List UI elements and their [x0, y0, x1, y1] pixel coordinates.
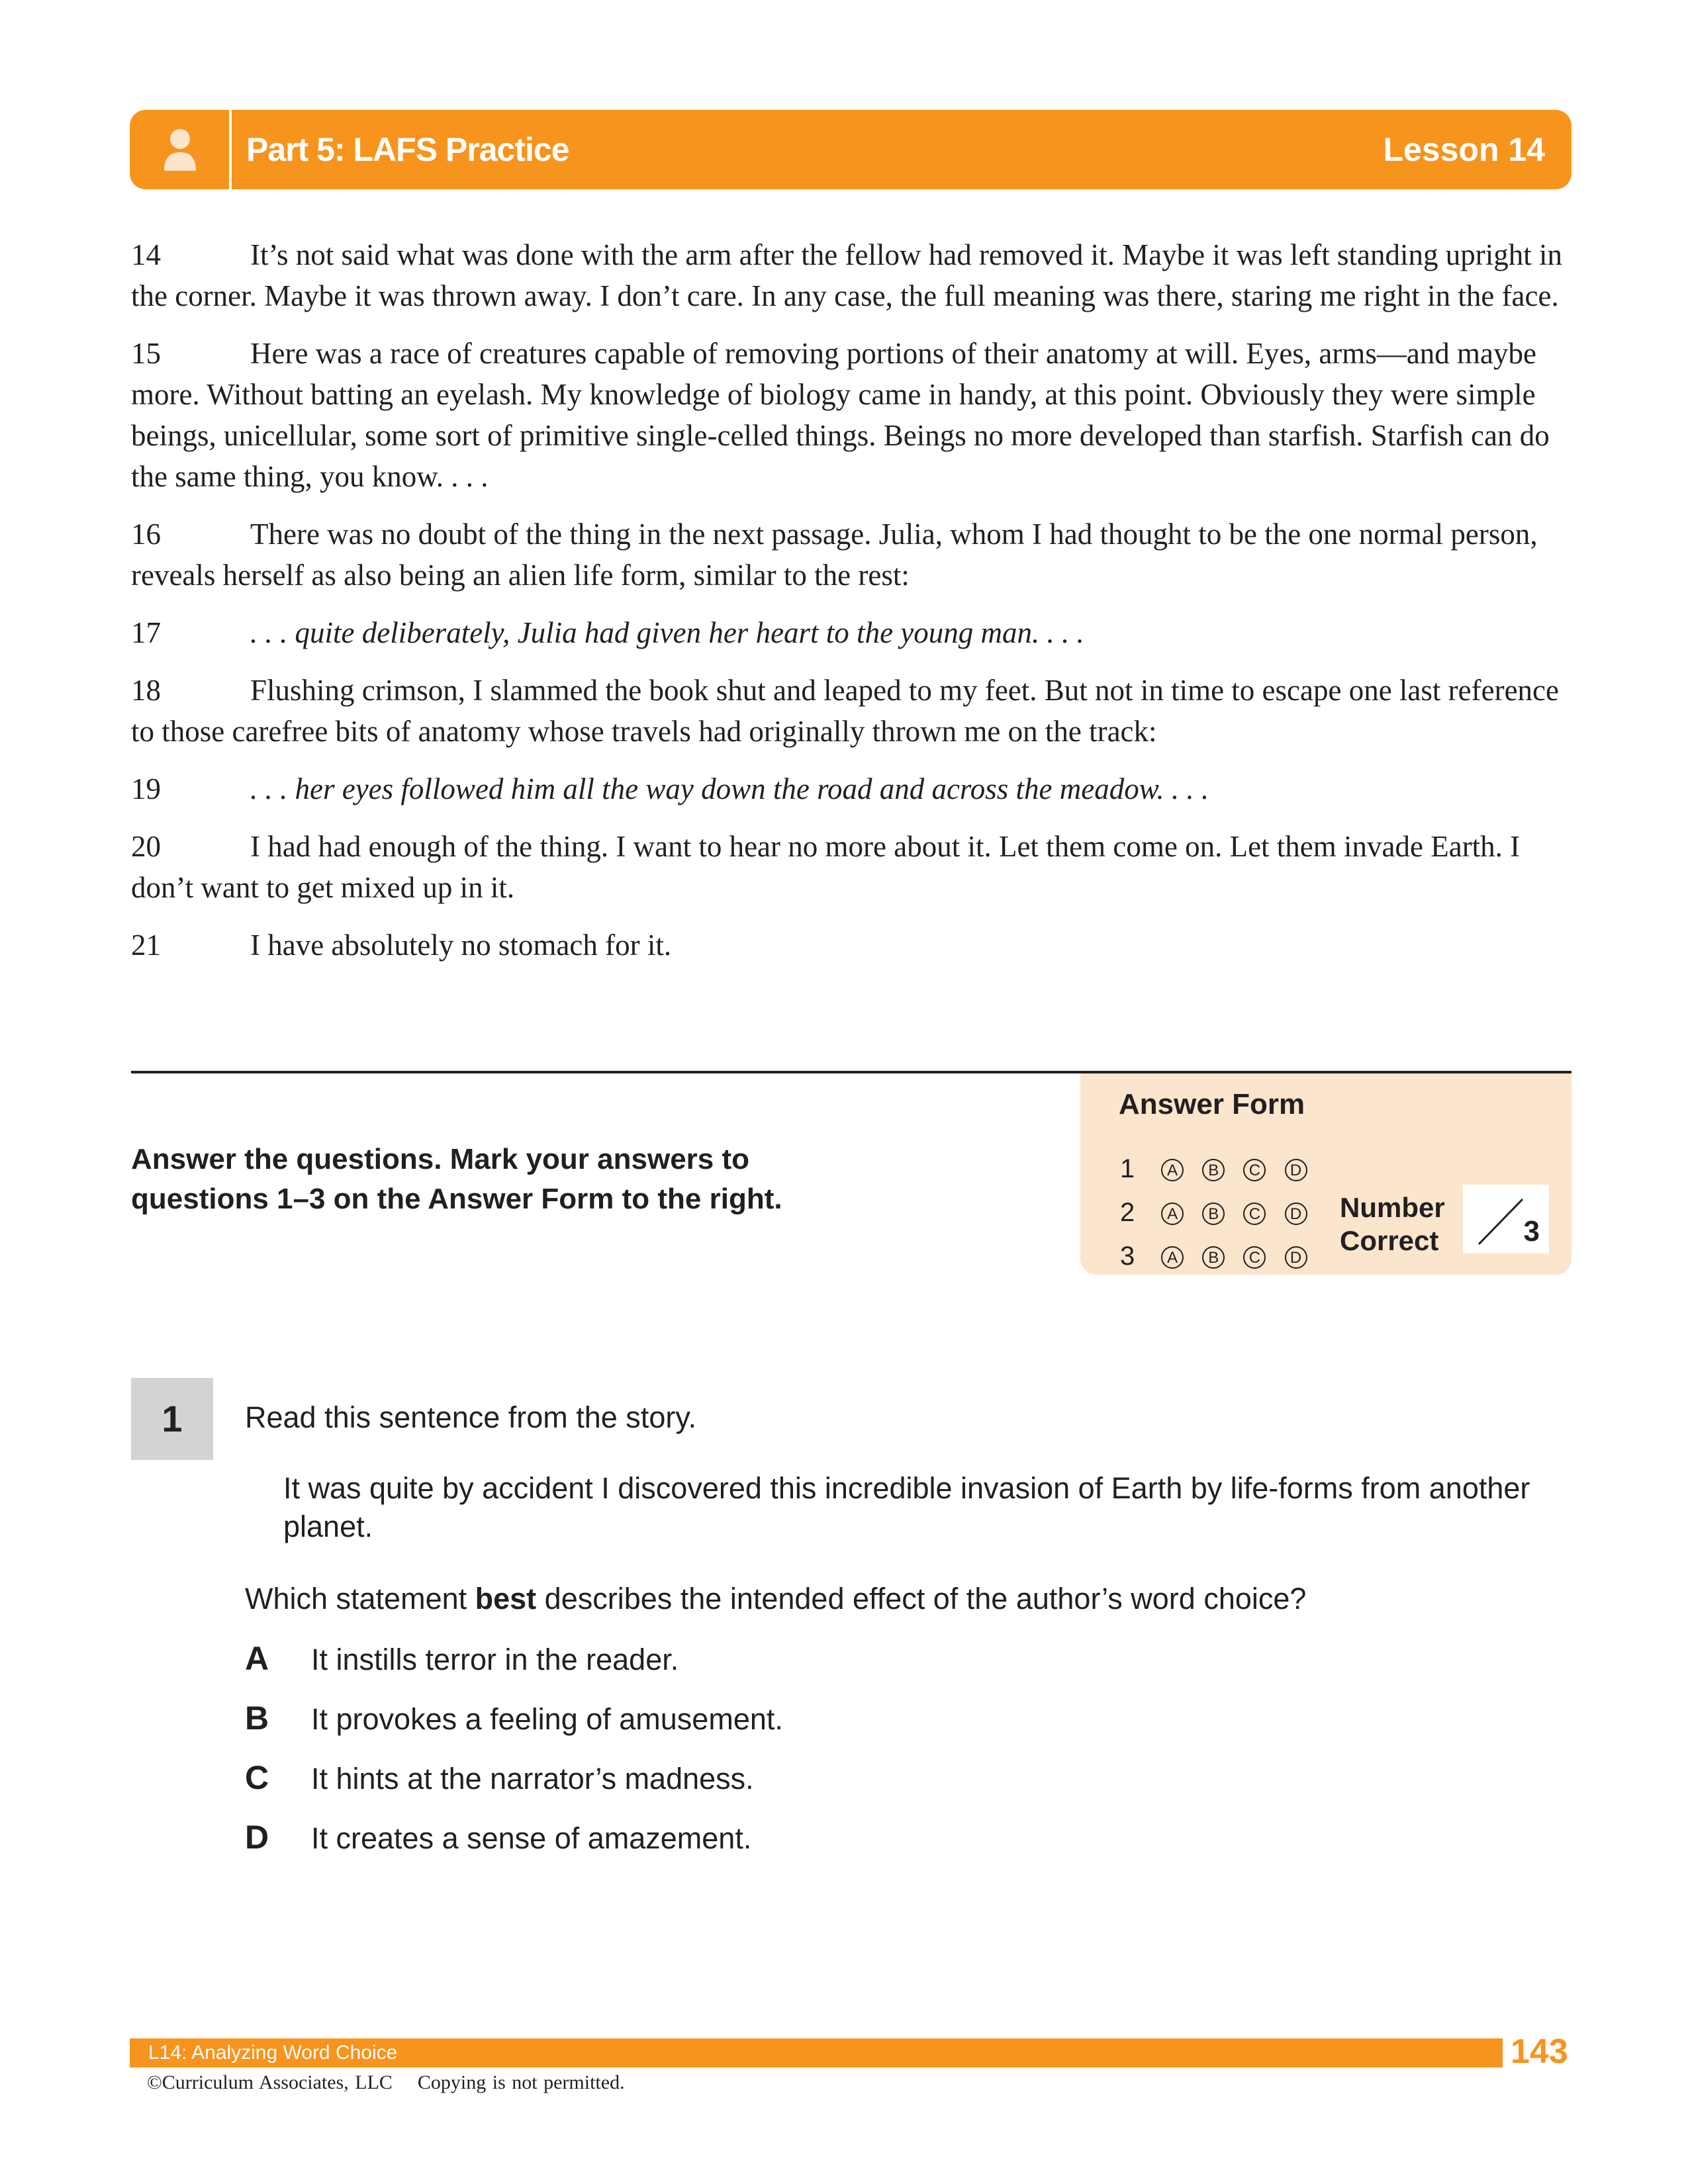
- paragraph-text: . . . her eyes followed him all the way down the road and across the meadow. . . .: [250, 772, 1209, 805]
- paragraph-number: 14: [131, 238, 161, 271]
- paragraph: [131, 768, 1571, 809]
- paragraph-text: There was no doubt of the thing in the next passage. Julia, whom I had thought to be the one normal person, reveals herself as also being an alien life form, similar to the rest:: [131, 518, 1538, 592]
- answer-option-b[interactable]: [245, 1698, 783, 1738]
- paragraph-text: Here was a race of creatures capable of removing portions of their anatomy at will. Eyes, arms—and maybe more. Without batting an eyelash. My knowledge of biology came in handy, at this point. Obviously they were simple beings, unicellular, some sort of primitive single-celled things. Beings no more developed than starfish. Starfish can do the same thing, you know. . . .: [131, 337, 1550, 493]
- correct-label: Correct: [1340, 1225, 1439, 1256]
- question-number: 1: [131, 1378, 213, 1460]
- answer-bubble-c[interactable]: C: [1243, 1159, 1266, 1181]
- paragraph-number: 20: [131, 830, 161, 863]
- paragraph: [131, 514, 1571, 596]
- lesson-header: [130, 110, 1571, 189]
- paragraph-text: I had had enough of the thing. I want to hear no more about it. Let them come on. Let them invade Earth. I don’t want to get mixed up in it.: [131, 830, 1521, 904]
- page-number: 143: [1511, 2032, 1568, 2071]
- answer-form-title: Answer Form: [1119, 1088, 1305, 1120]
- answer-bubble-d[interactable]: D: [1285, 1246, 1307, 1269]
- paragraph-number: 16: [131, 518, 161, 551]
- part-title: Part 5: LAFS Practice: [246, 131, 569, 168]
- paragraph-text: I have absolutely no stomach for it.: [250, 929, 672, 962]
- question-text-start: Which statement: [245, 1582, 475, 1615]
- option-letter: D: [245, 1819, 269, 1856]
- answer-option-a[interactable]: [245, 1639, 679, 1678]
- question-text-end: describes the intended effect of the author’s word choice?: [536, 1582, 1307, 1615]
- paragraph-number: 19: [131, 772, 161, 805]
- instructions-line: questions 1–3 on the Answer Form to the right.: [131, 1183, 782, 1215]
- answer-bubble-a[interactable]: A: [1161, 1159, 1184, 1181]
- paragraph-text: It’s not said what was done with the arm after the fellow had removed it. Maybe it was left standing upright in the corner. Maybe it was thrown away. I don’t care. In any case, the full meaning was there, staring me right in the face.: [131, 238, 1563, 312]
- answer-bubble-d[interactable]: D: [1285, 1159, 1307, 1181]
- number-correct-label: [1340, 1191, 1445, 1257]
- answer-row-number: 2: [1120, 1198, 1135, 1227]
- lesson-label: Lesson 14: [1383, 131, 1545, 168]
- number-correct-box[interactable]: [1463, 1185, 1549, 1253]
- paragraph: [131, 333, 1571, 497]
- paragraph-number: 18: [131, 674, 161, 707]
- paragraph: [131, 826, 1571, 908]
- answer-bubble-b[interactable]: B: [1202, 1246, 1225, 1269]
- answer-row-number: 1: [1120, 1154, 1135, 1183]
- question-prompt: Read this sentence from the story.: [245, 1400, 696, 1434]
- person-icon: [130, 110, 229, 189]
- option-text: It creates a sense of amazement.: [311, 1821, 752, 1855]
- footer-lesson-label: L14: Analyzing Word Choice: [148, 2042, 398, 2064]
- answer-option-c[interactable]: [245, 1758, 754, 1797]
- answer-row: [1120, 1149, 1307, 1189]
- answer-bubble-b[interactable]: B: [1202, 1159, 1225, 1181]
- paragraph: [131, 612, 1571, 653]
- answer-form: [1080, 1073, 1571, 1275]
- option-text: It instills terror in the reader.: [311, 1643, 679, 1676]
- paragraph: [131, 670, 1571, 752]
- copyright-text: ©Curriculum Associates, LLC: [147, 2071, 393, 2093]
- answer-bubble-b[interactable]: B: [1202, 1203, 1225, 1225]
- copyright-line: [147, 2071, 625, 2094]
- fraction-slash-icon: [1476, 1194, 1529, 1247]
- instructions-line: Answer the questions. Mark your answers to: [131, 1143, 750, 1175]
- question-text: [245, 1582, 1306, 1616]
- answer-bubble-a[interactable]: A: [1161, 1246, 1184, 1269]
- answer-bubble-c[interactable]: C: [1243, 1246, 1266, 1269]
- option-letter: B: [245, 1700, 269, 1737]
- passage: [131, 234, 1571, 982]
- number-correct-total: 3: [1523, 1215, 1540, 1248]
- paragraph-number: 15: [131, 337, 161, 370]
- option-letter: A: [245, 1640, 269, 1677]
- question-quote: It was quite by accident I discovered this incredible invasion of Earth by life-forms from another planet.: [283, 1471, 1530, 1543]
- footer-bar: [130, 2038, 1503, 2068]
- instructions: [131, 1140, 859, 1219]
- answer-option-d[interactable]: [245, 1817, 751, 1857]
- option-text: It hints at the narrator’s madness.: [311, 1762, 754, 1796]
- number-label: Number: [1340, 1192, 1445, 1223]
- paragraph-number: 17: [131, 616, 161, 649]
- option-letter: C: [245, 1759, 269, 1796]
- paragraph-number: 21: [131, 929, 161, 962]
- answer-row: [1120, 1193, 1307, 1232]
- header-divider: [229, 110, 232, 189]
- answer-row-number: 3: [1120, 1242, 1135, 1271]
- answer-bubble-a[interactable]: A: [1161, 1203, 1184, 1225]
- paragraph: [131, 234, 1571, 316]
- answer-bubble-d[interactable]: D: [1285, 1203, 1307, 1225]
- paragraph-text: Flushing crimson, I slammed the book shut and leaped to my feet. But not in time to escape one last reference to those carefree bits of anatomy whose travels had originally thrown me on the track:: [131, 674, 1559, 748]
- answer-bubble-c[interactable]: C: [1243, 1203, 1266, 1225]
- option-text: It provokes a feeling of amusement.: [311, 1702, 783, 1736]
- copy-notice: Copying is not permitted.: [417, 2071, 625, 2093]
- question-text-emphasis: best: [475, 1582, 537, 1615]
- paragraph: [131, 925, 1571, 966]
- answer-row: [1120, 1236, 1307, 1276]
- paragraph-text: . . . quite deliberately, Julia had given her heart to the young man. . . .: [250, 616, 1084, 649]
